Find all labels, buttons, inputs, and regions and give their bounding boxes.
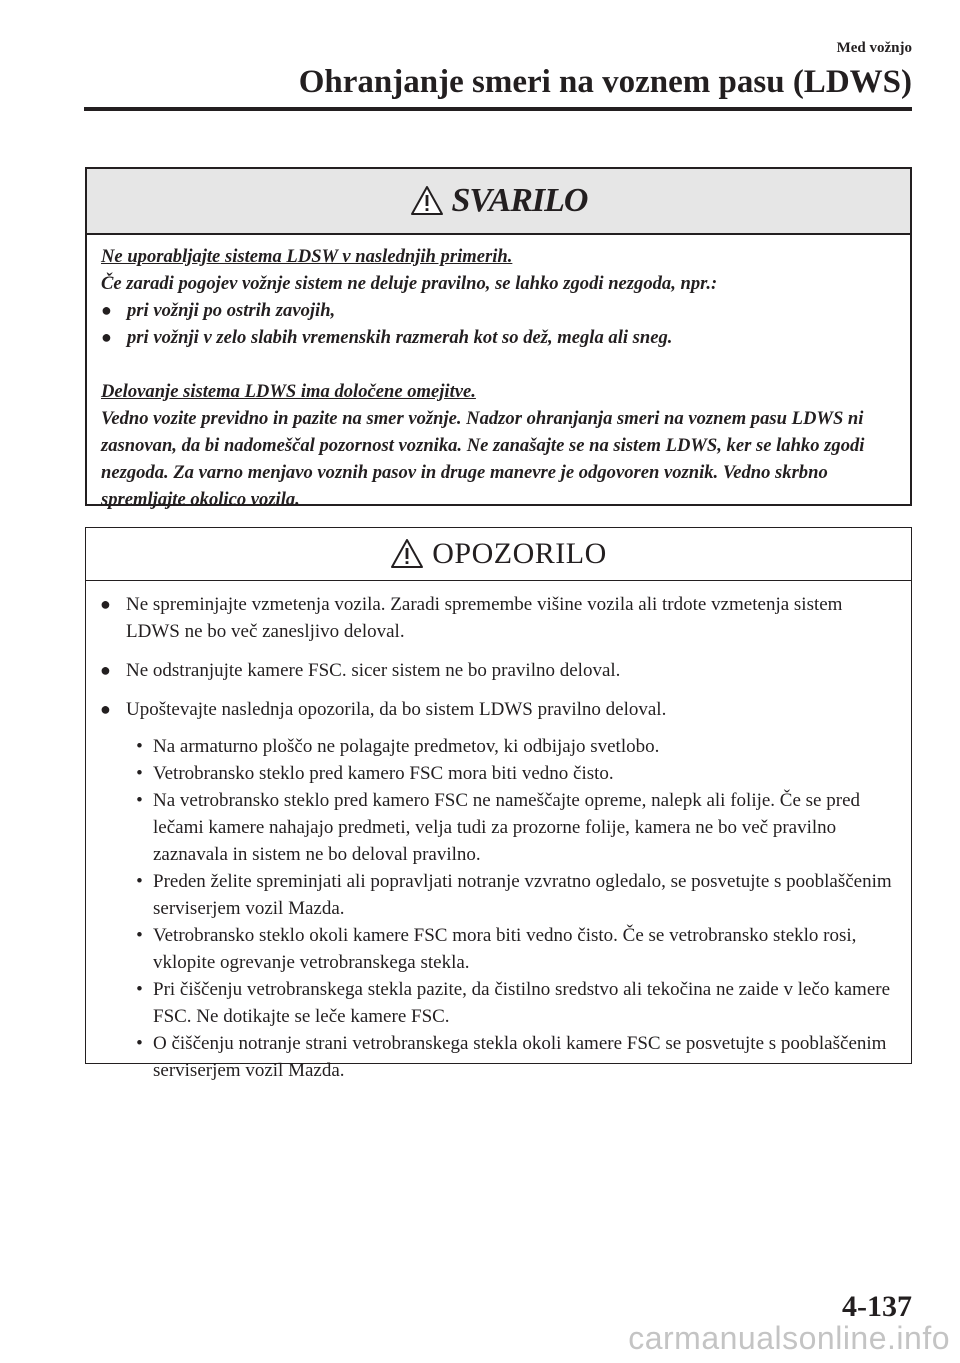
sub-bullet-icon: • [136,1033,143,1054]
warning-heading-limits: Delovanje sistema LDWS ima določene omejitve. [101,381,476,402]
caution-sub-item [126,1030,895,1084]
caution-sub-text: Vetrobransko steklo okoli kamere FSC mora biti vedno čisto. Če se vetrobransko steklo rosi, vklopite ogrevanje vetrobranskega stekla. [153,925,857,973]
warning-bullet-text: pri vožnji v zelo slabih vremenskih razmerah kot so dež, megla ali sneg. [127,327,673,348]
caution-box [85,527,912,1081]
title-rule [84,107,912,111]
bullet-dot-icon: ● [100,660,111,680]
caution-sub-item [126,976,895,1030]
caution-sub-item [126,787,895,868]
warning-heading-usage: Ne uporabljajte sistema LDSW v naslednjih primerih. [101,246,513,267]
warning-triangle-icon [410,185,444,217]
sub-bullet-icon: • [136,925,143,946]
caution-sub-text: Preden želite spreminjati ali popravljati notranje vzvratno ogledalo, se posvetujte s pooblaščenim serviserjem vozil Mazda. [153,871,892,919]
caution-bullet-text: Upoštevajte naslednja opozorila, da bo sistem LDWS pravilno deloval. [126,699,667,720]
sub-bullet-icon: • [136,763,143,784]
caution-sub-text: O čiščenju notranje strani vetrobranskega stekla okoli kamere FSC se posvetujte s pooblaščenim serviserjem vozil Mazda. [153,1033,887,1081]
warning-triangle-icon [390,538,424,570]
bullet-dot-icon: ● [101,300,112,320]
caution-sub-item [126,868,895,922]
warning-body [87,235,910,513]
sub-bullet-icon: • [136,979,143,1000]
warning-title: SVARILO [451,182,588,219]
page-title: Ohranjanje smeri na voznem pasu (LDWS) [298,64,912,100]
bullet-dot-icon: ● [100,699,111,719]
caution-sub-item [126,733,895,760]
warning-text-limits: Vedno vozite previdno in pazite na smer vožnje. Nadzor ohranjanja smeri na voznem pasu LDWS ni zasnovan, da bi nadomeščal pozornost voznika. Ne zanašajte se na sistem LDWS, ker se lahko zgodi nezgoda. Za varno menjavo voznih pasov in druge manevre je odgovoren voznik. Vedno skrbno spremljajte okolico vozila. [101,408,865,510]
caution-sub-list [100,733,895,1084]
warning-bullet [101,297,890,324]
section-label: Med vožnjo [836,40,912,56]
sub-bullet-icon: • [136,871,143,892]
caution-box-header [86,528,911,581]
watermark: carmanualsonline.info [628,1320,950,1356]
bullet-dot-icon: ● [101,327,112,347]
caution-title: OPOZORILO [432,537,607,570]
caution-body [86,581,911,1084]
warning-box [85,167,912,510]
sub-bullet-icon: • [136,790,143,811]
caution-sub-text: Vetrobransko steklo pred kamero FSC mora biti vedno čisto. [153,763,614,784]
bullet-dot-icon: ● [100,594,111,614]
caution-bullet [100,591,895,645]
warning-bullet-text: pri vožnji po ostrih zavojih, [127,300,336,321]
caution-sub-text: Na vetrobransko steklo pred kamero FSC ne nameščajte opreme, nalepk ali folije. Če se pred lečami kamere nahajajo predmeti, velja tudi za prozorne folije, kamera ne bo več pravilno zaznavala in sistem ne bo deloval pravilno. [153,790,860,865]
caution-bullet-text: Ne spreminjajte vzmetenja vozila. Zaradi spremembe višine vozila ali trdote vzmetenja sistem LDWS ne bo več zanesljivo deloval. [126,594,843,642]
caution-sub-item [126,760,895,787]
warning-bullet [101,324,890,351]
caution-bullet [100,657,895,684]
sub-bullet-icon: • [136,736,143,757]
caution-sub-text: Pri čiščenju vetrobranskega stekla pazite, da čistilno sredstvo ali tekočina ne zaide v lečo kamere FSC. Ne dotikajte se leče kamere FSC. [153,979,891,1027]
caution-sub-item [126,922,895,976]
caution-sub-text: Na armaturno ploščo ne polagajte predmetov, ki odbijajo svetlobo. [153,736,660,757]
warning-box-header [87,169,910,235]
page-number: 4-137 [842,1290,912,1323]
caution-bullet [100,696,895,723]
caution-bullet-text: Ne odstranjujte kamere FSC. sicer sistem ne bo pravilno deloval. [126,660,621,681]
warning-text-conditions: Če zaradi pogojev vožnje sistem ne deluje pravilno, se lahko zgodi nezgoda, npr.: [101,273,718,294]
